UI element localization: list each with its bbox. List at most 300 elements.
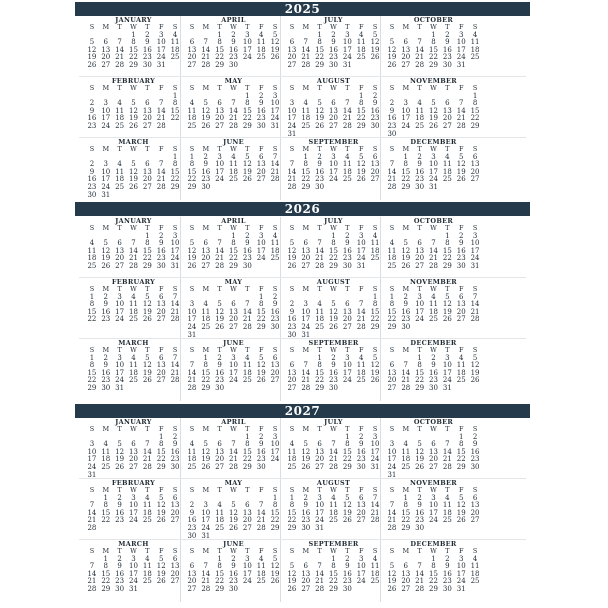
day-number: 30 [370, 121, 380, 130]
day-number: 19 [156, 508, 166, 517]
day-number: 3 [345, 353, 350, 362]
day-number: 9 [417, 501, 422, 510]
weekday-label: W [130, 145, 137, 153]
day-number: 16 [87, 175, 97, 184]
month-block [385, 418, 482, 480]
month-block [185, 479, 282, 541]
day-grid [85, 355, 182, 393]
day-number: 1 [203, 353, 208, 362]
day-number: 29 [370, 322, 380, 331]
day-number: 30 [170, 462, 180, 471]
weekday-header [285, 85, 382, 93]
day-number: 29 [215, 60, 225, 69]
month-block [385, 138, 482, 200]
weekday-label: T [245, 346, 250, 354]
day-number: 8 [317, 361, 322, 370]
weekday-label: T [345, 145, 350, 153]
weekday-label: T [317, 346, 322, 354]
day-number: 26 [215, 322, 225, 331]
day-number: 18 [370, 246, 380, 255]
day-number: 10 [270, 440, 280, 449]
day-number: 30 [142, 60, 152, 69]
day-number: 22 [301, 175, 311, 184]
day-number: 30 [429, 383, 438, 392]
day-number: 20 [287, 376, 297, 385]
day-number: 16 [401, 307, 411, 316]
day-number: 3 [158, 30, 164, 39]
day-number: 1 [145, 231, 150, 240]
day-number: 16 [115, 569, 125, 578]
weekday-label: S [172, 425, 178, 433]
day-number: 27 [356, 516, 366, 525]
day-number: 10 [301, 307, 311, 316]
day-number: 7 [231, 440, 236, 449]
day-number: 25 [456, 376, 466, 385]
day-number: 4 [145, 554, 150, 563]
day-number: 31 [270, 121, 280, 130]
day-number: 14 [129, 246, 138, 255]
month-name: DECEMBER [410, 339, 457, 347]
weekday-header [285, 426, 382, 434]
weekday-label: T [445, 23, 450, 31]
day-number: 14 [215, 246, 225, 255]
day-number: 4 [358, 30, 364, 39]
day-number: 19 [470, 368, 480, 377]
day-number: 4 [103, 440, 108, 449]
weekday-label: W [230, 425, 237, 433]
day-number: 24 [170, 254, 180, 263]
day-number: 7 [303, 361, 308, 370]
day-number: 15 [429, 45, 438, 54]
weekday-label: F [458, 23, 464, 31]
day-number: 7 [189, 361, 195, 370]
day-number: 10 [256, 239, 266, 248]
day-number: 19 [229, 516, 238, 525]
day-number: 16 [201, 167, 211, 176]
day-number: 25 [129, 376, 138, 385]
weekday-label: T [117, 145, 122, 153]
day-number: 17 [415, 307, 425, 316]
weekday-label: M [302, 486, 310, 494]
day-number: 14 [229, 447, 238, 456]
day-number: 4 [189, 440, 195, 449]
day-number: 14 [156, 106, 166, 115]
weekday-label: S [472, 145, 478, 153]
day-number: 29 [315, 383, 325, 392]
weekday-label: T [445, 346, 450, 354]
day-number: 17 [170, 246, 180, 255]
day-number: 24 [156, 53, 166, 62]
day-number: 25 [129, 315, 138, 324]
day-number: 23 [215, 376, 225, 385]
day-number: 25 [270, 254, 280, 263]
day-number: 3 [431, 152, 436, 161]
weekday-label: S [389, 285, 395, 293]
day-number: 20 [315, 455, 325, 464]
day-grid [285, 93, 382, 139]
day-number: 16 [329, 45, 338, 54]
day-number: 30 [356, 462, 366, 471]
weekday-label: T [317, 145, 322, 153]
weekday-label: T [345, 486, 350, 494]
day-number: 11 [301, 106, 311, 115]
weekday-label: F [358, 346, 364, 354]
day-number: 9 [345, 239, 350, 248]
day-number: 30 [256, 462, 266, 471]
day-number: 23 [342, 254, 352, 263]
weekday-label: F [458, 547, 464, 555]
day-number: 22 [170, 175, 180, 184]
day-number: 13 [215, 447, 225, 456]
day-number: 29 [329, 584, 338, 593]
day-number: 18 [187, 455, 197, 464]
day-number: 6 [158, 292, 164, 301]
weekday-label: M [302, 547, 310, 555]
day-number: 31 [170, 261, 180, 270]
weekday-label: F [158, 547, 164, 555]
day-number: 30 [215, 383, 225, 392]
month-name: SEPTEMBER [308, 339, 359, 347]
day-number: 30 [242, 261, 252, 270]
day-number: 8 [89, 361, 95, 370]
day-number: 23 [187, 523, 197, 532]
day-number: 1 [158, 432, 164, 441]
weekday-label: T [117, 346, 122, 354]
month-name: JANUARY [115, 418, 152, 426]
year-header: 2026 [75, 202, 530, 216]
day-number: 12 [456, 501, 466, 510]
day-number: 21 [301, 376, 311, 385]
day-number: 4 [472, 30, 478, 39]
day-number: 6 [417, 239, 422, 248]
day-number: 27 [315, 462, 325, 471]
day-number: 10 [429, 501, 438, 510]
day-grid [385, 32, 482, 70]
day-number: 15 [270, 508, 280, 517]
day-number: 28 [401, 383, 411, 392]
weekday-label: W [130, 224, 137, 232]
day-number: 1 [403, 152, 408, 161]
weekday-label: T [417, 285, 422, 293]
day-number: 7 [458, 99, 464, 108]
day-number: 9 [231, 562, 236, 571]
day-number: 3 [272, 91, 278, 100]
day-number: 5 [389, 38, 395, 47]
day-number: 17 [429, 508, 438, 517]
day-number: 26 [315, 121, 325, 130]
day-number: 21 [470, 307, 480, 316]
day-number: 16 [101, 307, 111, 316]
day-number: 31 [287, 129, 297, 138]
weekday-label: S [272, 145, 278, 153]
day-number: 18 [187, 114, 197, 123]
day-number: 17 [101, 114, 111, 123]
month-name: APRIL [221, 16, 246, 24]
day-number: 11 [470, 38, 480, 47]
day-number: 30 [101, 383, 111, 392]
weekday-label: S [272, 285, 278, 293]
day-number: 13 [370, 160, 380, 169]
day-number: 9 [245, 239, 250, 248]
day-grid [385, 434, 482, 480]
day-number: 24 [456, 53, 466, 62]
day-number: 19 [287, 577, 297, 586]
day-number: 24 [270, 455, 280, 464]
weekday-label: T [445, 84, 450, 92]
day-number: 12 [256, 361, 266, 370]
day-number: 24 [242, 53, 252, 62]
day-number: 18 [442, 167, 452, 176]
month-block [285, 278, 382, 340]
day-number: 9 [331, 38, 336, 47]
weekday-label: T [445, 285, 450, 293]
day-number: 9 [189, 508, 195, 517]
day-number: 6 [158, 353, 164, 362]
day-number: 18 [415, 114, 425, 123]
day-number: 5 [458, 493, 464, 502]
day-number: 30 [329, 60, 338, 69]
day-number: 6 [358, 493, 364, 502]
day-number: 11 [315, 307, 325, 316]
day-number: 1 [445, 231, 450, 240]
day-number: 7 [317, 239, 322, 248]
day-number: 18 [129, 368, 138, 377]
day-number: 8 [403, 160, 408, 169]
day-number: 15 [101, 569, 111, 578]
day-number: 30 [187, 531, 197, 540]
day-number: 30 [442, 60, 452, 69]
weekday-label: S [389, 145, 395, 153]
day-number: 30 [329, 383, 338, 392]
weekday-header [185, 426, 282, 434]
day-number: 28 [256, 523, 266, 532]
weekday-label: S [89, 84, 95, 92]
day-number: 15 [387, 307, 397, 316]
day-number: 14 [170, 361, 180, 370]
day-number: 6 [289, 361, 295, 370]
day-number: 24 [301, 322, 311, 331]
weekday-label: T [317, 425, 322, 433]
day-number: 19 [129, 175, 138, 184]
day-number: 29 [301, 182, 311, 191]
day-grid [185, 154, 282, 192]
day-number: 8 [103, 562, 108, 571]
day-number: 9 [203, 160, 208, 169]
day-number: 28 [287, 182, 297, 191]
weekday-label: W [330, 23, 337, 31]
day-number: 10 [101, 106, 111, 115]
day-number: 28 [187, 383, 197, 392]
day-grid [85, 294, 182, 324]
day-number: 3 [89, 440, 95, 449]
weekday-label: T [117, 285, 122, 293]
weekday-label: S [472, 23, 478, 31]
day-number: 8 [389, 300, 395, 309]
day-number: 8 [403, 501, 408, 510]
weekday-label: W [330, 547, 337, 555]
day-number: 2 [172, 432, 178, 441]
day-number: 15 [329, 246, 338, 255]
month-name: OCTOBER [413, 418, 454, 426]
day-number: 20 [201, 254, 211, 263]
day-number: 8 [431, 38, 436, 47]
day-number: 12 [329, 307, 338, 316]
day-number: 29 [429, 584, 438, 593]
day-number: 8 [203, 361, 208, 370]
day-number: 17 [401, 114, 411, 123]
month-name: AUGUST [316, 77, 351, 85]
day-number: 22 [270, 516, 280, 525]
weekday-label: S [172, 346, 178, 354]
weekday-label: S [389, 224, 395, 232]
day-number: 28 [415, 60, 425, 69]
day-number: 21 [415, 577, 425, 586]
day-number: 5 [103, 239, 108, 248]
day-number: 15 [287, 508, 297, 517]
day-number: 24 [356, 254, 366, 263]
weekday-label: S [472, 224, 478, 232]
day-number: 23 [442, 53, 452, 62]
day-number: 13 [170, 501, 180, 510]
day-number: 6 [389, 361, 395, 370]
month-name: JUNE [223, 339, 244, 347]
day-number: 28 [370, 516, 380, 525]
day-number: 30 [456, 261, 466, 270]
month-name: JUNE [223, 138, 244, 146]
day-number: 13 [129, 447, 138, 456]
weekday-label: T [145, 486, 150, 494]
day-number: 23 [101, 376, 111, 385]
day-number: 16 [342, 569, 352, 578]
day-number: 12 [442, 300, 452, 309]
day-number: 19 [387, 577, 397, 586]
day-number: 12 [156, 562, 166, 571]
weekday-label: T [245, 145, 250, 153]
day-number: 15 [415, 368, 425, 377]
month-block [385, 540, 482, 602]
weekday-label: T [345, 425, 350, 433]
day-number: 6 [345, 300, 350, 309]
day-number: 16 [215, 368, 225, 377]
day-number: 21 [387, 516, 397, 525]
weekday-label: W [330, 486, 337, 494]
month-name: JUNE [223, 540, 244, 548]
day-number: 31 [301, 330, 311, 339]
day-number: 31 [342, 60, 352, 69]
day-number: 3 [358, 231, 364, 240]
day-number: 11 [87, 246, 97, 255]
weekday-label: T [345, 224, 350, 232]
year-section [75, 16, 530, 202]
day-number: 11 [456, 361, 466, 370]
day-number: 28 [301, 60, 311, 69]
day-number: 14 [301, 368, 311, 377]
weekday-label: W [430, 224, 437, 232]
day-number: 7 [231, 99, 236, 108]
day-number: 20 [187, 53, 197, 62]
day-number: 27 [187, 584, 197, 593]
day-number: 16 [429, 368, 438, 377]
month-name: APRIL [221, 217, 246, 225]
day-number: 6 [189, 562, 195, 571]
day-number: 13 [301, 569, 311, 578]
day-number: 29 [170, 182, 180, 191]
day-number: 1 [89, 292, 95, 301]
day-number: 23 [370, 114, 380, 123]
day-number: 27 [215, 462, 225, 471]
weekday-label: M [102, 145, 110, 153]
month-block [85, 479, 182, 541]
day-number: 16 [456, 246, 466, 255]
weekday-label: F [458, 486, 464, 494]
day-number: 2 [417, 493, 422, 502]
weekday-label: F [358, 547, 364, 555]
day-number: 13 [287, 45, 297, 54]
day-number: 26 [287, 261, 297, 270]
day-number: 21 [87, 577, 97, 586]
day-number: 26 [287, 584, 297, 593]
day-number: 3 [172, 231, 178, 240]
day-number: 20 [401, 53, 411, 62]
day-number: 28 [201, 584, 211, 593]
day-number: 9 [172, 440, 178, 449]
day-number: 2 [458, 231, 464, 240]
day-grid [285, 294, 382, 340]
day-number: 10 [101, 167, 111, 176]
day-number: 5 [372, 30, 378, 39]
month-name: JULY [324, 217, 343, 225]
day-number: 9 [231, 38, 236, 47]
day-number: 21 [429, 254, 438, 263]
day-number: 1 [331, 231, 336, 240]
day-number: 25 [229, 175, 238, 184]
day-number: 6 [145, 99, 150, 108]
day-number: 26 [229, 523, 238, 532]
day-number: 17 [101, 175, 111, 184]
weekday-label: F [158, 23, 164, 31]
weekday-label: T [417, 84, 422, 92]
day-number: 26 [342, 516, 352, 525]
weekday-header [185, 487, 282, 495]
day-number: 3 [258, 231, 264, 240]
day-number: 14 [356, 307, 366, 316]
day-number: 22 [215, 53, 225, 62]
day-number: 25 [342, 175, 352, 184]
weekday-label: S [189, 23, 195, 31]
day-number: 20 [170, 569, 180, 578]
month-block [385, 16, 482, 78]
day-number: 12 [129, 167, 138, 176]
day-number: 9 [458, 239, 464, 248]
day-number: 22 [401, 175, 411, 184]
day-number: 10 [287, 106, 297, 115]
day-number: 25 [315, 322, 325, 331]
day-number: 2 [445, 30, 450, 39]
day-number: 20 [329, 114, 338, 123]
day-number: 25 [370, 577, 380, 586]
day-number: 18 [387, 254, 397, 263]
day-number: 25 [401, 462, 411, 471]
day-number: 25 [187, 121, 197, 130]
day-number: 22 [229, 254, 238, 263]
day-number: 11 [142, 562, 152, 571]
day-number: 21 [170, 368, 180, 377]
day-number: 18 [315, 315, 325, 324]
weekday-label: W [330, 145, 337, 153]
day-number: 20 [115, 254, 125, 263]
weekday-label: F [358, 224, 364, 232]
day-number: 8 [258, 300, 264, 309]
